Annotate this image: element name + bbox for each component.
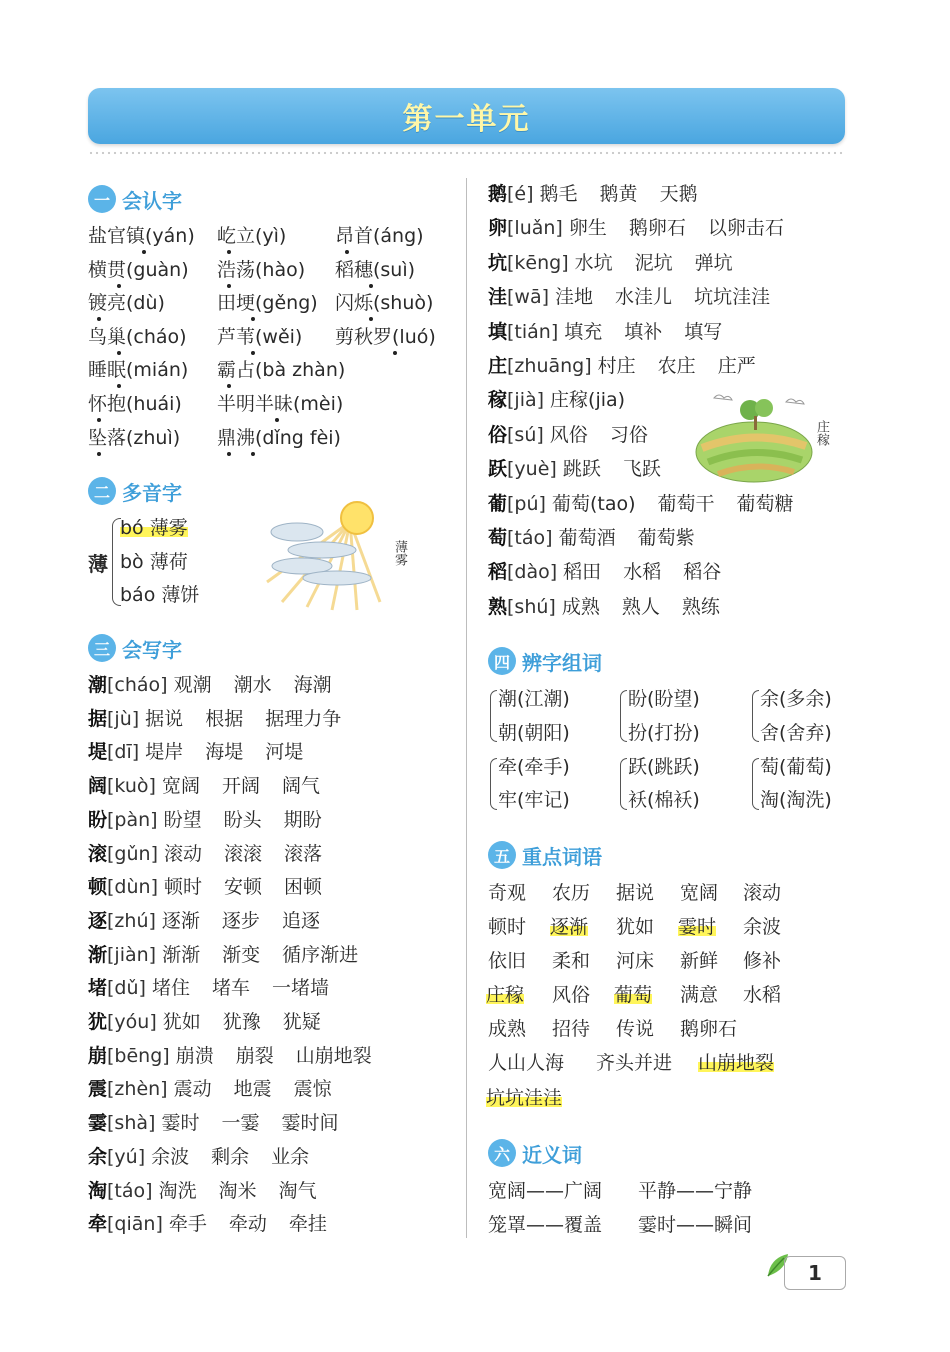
entry-word: 稻田	[563, 561, 602, 584]
entry-word: 弹坑	[694, 251, 733, 274]
emphasis-dot	[275, 418, 279, 422]
entry-word: 水洼儿	[615, 286, 673, 309]
entry-word: 地震	[233, 1078, 272, 1101]
emphasis-dot	[369, 317, 373, 321]
recognize-item: 鸟巢(cháo)	[88, 326, 187, 348]
entry-char: 牵	[88, 1213, 108, 1236]
distinguish-item: 跃(跳跃)	[628, 756, 700, 778]
key-word: 修补	[743, 950, 782, 972]
mist-image-label: 薄雾	[392, 540, 407, 566]
write-entry	[88, 739, 325, 765]
entry-word: 渐变	[222, 943, 261, 966]
mist-sun-illustration	[262, 492, 392, 612]
entry-word: 庄严	[717, 355, 756, 377]
entry-word: 阔气	[281, 775, 320, 798]
entry-pinyin: [dùn]	[107, 876, 158, 899]
distinguish-item: 牵(牵手)	[498, 756, 570, 778]
write-entry	[88, 1178, 339, 1204]
entry-char: 阔	[88, 775, 108, 798]
recognize-item: 怀抱(huái)	[88, 393, 182, 415]
entry-pinyin: [shà]	[107, 1112, 156, 1135]
entry-word: 堵住	[151, 977, 190, 1000]
distinguish-item: 牢(牢记)	[498, 789, 570, 811]
entry-word: 观潮	[173, 674, 212, 696]
write-entry	[88, 672, 354, 698]
recognize-item: 浩荡(hào)	[217, 259, 306, 281]
entry-word: 业余	[271, 1145, 310, 1168]
recognize-item: 闪烁(shuò)	[335, 292, 434, 314]
recognize-item: 盐官镇(yán)	[88, 225, 195, 247]
key-word: 据说	[616, 882, 655, 904]
entry-word: 震动	[173, 1078, 212, 1101]
write-entry	[488, 319, 744, 345]
entry-word: 填写	[684, 320, 723, 343]
entry-word: 淘米	[218, 1179, 257, 1202]
entry-word: 村庄	[597, 355, 636, 377]
write-entry	[488, 353, 778, 379]
entry-char: 洼	[488, 286, 508, 309]
key-word: 山崩地裂	[698, 1052, 775, 1074]
emphasis-dot	[227, 384, 231, 388]
entry-word: 葡萄干	[657, 492, 715, 515]
emphasis-dot	[227, 452, 231, 456]
polyphone-reading: bó 薄雾	[120, 517, 188, 539]
entry-word: 海潮	[293, 674, 332, 696]
entry-word: 葡萄糖	[736, 492, 794, 515]
entry-pinyin: [bēng]	[107, 1044, 170, 1067]
brace	[752, 758, 759, 810]
entry-word: 追逐	[281, 909, 320, 932]
entry-pinyin: [pàn]	[107, 808, 158, 831]
entry-pinyin: [yóu]	[107, 1011, 157, 1033]
section-header-polyphone	[88, 476, 182, 506]
key-word: 宽阔	[680, 882, 719, 904]
entry-char: 鹅	[488, 183, 508, 205]
recognize-item: 坠落(zhuì)	[88, 427, 181, 449]
emphasis-dot	[117, 384, 121, 388]
emphasis-dot	[117, 351, 121, 355]
write-entry	[88, 874, 344, 900]
section-number: 五	[488, 841, 516, 869]
entry-char: 庄	[488, 355, 508, 377]
section-number: 三	[88, 634, 116, 662]
write-entry	[88, 807, 344, 833]
entry-word: 霎时间	[281, 1112, 339, 1135]
farmland-illustration	[694, 388, 814, 488]
emphasis-dot	[227, 284, 231, 288]
entry-word: 泥坑	[634, 251, 673, 274]
entry-word: 以卵击石	[707, 217, 784, 240]
entry-char: 跃	[488, 458, 508, 481]
distinguish-item: 舍(舍弃)	[760, 722, 832, 744]
distinguish-item: 余(多余)	[760, 688, 832, 710]
write-entry	[488, 181, 720, 207]
section-header-synonyms	[488, 1138, 582, 1168]
entry-char: 俗	[488, 423, 508, 446]
key-word: 风俗	[552, 984, 591, 1006]
entry-char: 崩	[88, 1044, 108, 1067]
entry-word: 卵生	[568, 217, 607, 240]
entry-word: 滚落	[284, 842, 323, 865]
section-number: 二	[88, 477, 116, 505]
entry-word: 潮水	[233, 674, 272, 696]
entry-pinyin: [é]	[507, 183, 534, 205]
entry-pinyin: [tián]	[507, 320, 559, 343]
entry-char: 稻	[488, 561, 508, 584]
brace	[490, 690, 497, 742]
entry-pinyin: [kēng]	[507, 251, 569, 274]
write-entry	[488, 422, 670, 448]
entry-char: 潮	[88, 674, 108, 696]
entry-char: 盼	[88, 808, 108, 831]
entry-word: 一堵墙	[271, 977, 329, 1000]
entry-word: 葡萄紫	[637, 527, 695, 549]
entry-word: 河堤	[265, 741, 304, 764]
section-title: 辨字组词	[522, 650, 602, 675]
write-entry	[88, 773, 342, 799]
recognize-item: 田埂(gěng)	[217, 292, 318, 314]
key-word: 满意	[680, 984, 719, 1006]
distinguish-item: 潮(江潮)	[498, 688, 570, 710]
write-entry	[88, 1009, 343, 1035]
entry-word: 据理力争	[265, 707, 342, 730]
emphasis-dot	[117, 284, 121, 288]
entry-char: 葡	[488, 492, 508, 515]
entry-char: 据	[88, 707, 108, 730]
entry-char: 填	[488, 320, 508, 343]
emphasis-dot	[345, 250, 349, 254]
entry-word: 熟练	[681, 595, 720, 618]
recognize-item: 睡眠(mián)	[88, 359, 189, 381]
entry-pinyin: [wā]	[507, 286, 550, 309]
entry-char: 逐	[88, 909, 108, 932]
entry-word: 崩裂	[235, 1044, 274, 1067]
entry-char: 堵	[88, 977, 108, 1000]
entry-char: 熟	[488, 595, 508, 618]
write-entry	[88, 1211, 349, 1237]
entry-word: 淘气	[278, 1179, 317, 1202]
entry-word: 渐渐	[162, 943, 201, 966]
write-entry	[88, 942, 380, 968]
entry-pinyin: [táo]	[507, 527, 553, 549]
entry-word: 天鹅	[659, 183, 698, 205]
entry-pinyin: [yú]	[107, 1145, 146, 1168]
entry-word: 循序渐进	[282, 943, 359, 966]
recognize-item: 稻穗(suì)	[335, 259, 416, 281]
section-number: 六	[488, 1139, 516, 1167]
key-word: 成熟	[488, 1018, 527, 1040]
write-entry	[88, 908, 342, 934]
entry-char: 坑	[488, 251, 508, 274]
write-entry	[488, 387, 647, 413]
entry-word: 据说	[145, 707, 184, 730]
entry-char: 堤	[88, 741, 108, 764]
entry-pinyin: [cháo]	[107, 674, 168, 696]
key-word: 庄稼	[486, 984, 525, 1006]
key-word: 新鲜	[680, 950, 719, 972]
write-entry	[488, 250, 755, 276]
distinguish-item: 朝(朝阳)	[498, 722, 570, 744]
entry-pinyin: [pú]	[507, 492, 546, 515]
write-entry	[88, 1110, 360, 1136]
entry-word: 堵车	[211, 977, 250, 1000]
emphasis-dot	[393, 351, 397, 355]
entry-word: 剩余	[211, 1145, 250, 1168]
entry-pinyin: [jià]	[507, 389, 545, 412]
synonym-pair: 平静——宁静	[638, 1180, 753, 1202]
entry-word: 水坑	[574, 251, 613, 274]
entry-char: 霎	[88, 1112, 108, 1135]
write-entry	[488, 456, 683, 482]
write-entry	[488, 284, 792, 310]
section-title: 重点词语	[522, 844, 602, 869]
section-header-write	[88, 633, 182, 663]
entry-word: 根据	[205, 707, 244, 730]
recognize-item: 昂首(áng)	[335, 225, 424, 247]
entry-word: 洼地	[555, 286, 594, 309]
section-title: 近义词	[522, 1142, 582, 1167]
write-entry	[88, 706, 363, 732]
recognize-item: 半明半昧(mèi)	[217, 393, 344, 415]
key-word: 柔和	[552, 950, 591, 972]
entry-word: 庄稼(jia)	[550, 389, 626, 412]
key-word: 逐渐	[550, 916, 589, 938]
entry-word: 熟人	[621, 595, 660, 618]
dotted-separator	[88, 150, 845, 156]
key-word: 招待	[552, 1018, 591, 1040]
emphasis-dot	[97, 418, 101, 422]
key-word: 奇观	[488, 882, 527, 904]
entry-word: 鹅黄	[599, 183, 638, 205]
key-word: 农历	[552, 882, 591, 904]
entry-word: 飞跃	[622, 458, 661, 481]
entry-word: 盼头	[223, 808, 262, 831]
write-entry	[488, 525, 717, 551]
entry-word: 跳跃	[562, 458, 601, 481]
brace	[620, 758, 627, 810]
key-word: 犹如	[616, 916, 655, 938]
entry-char: 震	[88, 1078, 108, 1101]
brace	[752, 690, 759, 742]
entry-word: 填充	[564, 320, 603, 343]
key-word: 余波	[743, 916, 782, 938]
entry-pinyin: [qiān]	[107, 1213, 163, 1236]
write-entry	[88, 1076, 354, 1102]
entry-word: 海堤	[205, 741, 244, 764]
key-word: 坑坑洼洼	[486, 1087, 563, 1109]
emphasis-dot	[227, 250, 231, 254]
section-title: 会认字	[122, 188, 182, 213]
key-word: 传说	[616, 1018, 655, 1040]
entry-pinyin: [dǔ]	[107, 977, 146, 1000]
recognize-item: 霸占(bà zhàn)	[217, 359, 346, 381]
entry-word: 盼望	[163, 808, 202, 831]
polyphone-reading: báo 薄饼	[120, 584, 200, 606]
entry-word: 困顿	[284, 876, 323, 899]
entry-word: 崩溃	[175, 1044, 214, 1067]
entry-pinyin: [zhú]	[107, 909, 156, 932]
emphasis-dot	[97, 452, 101, 456]
entry-char: 淘	[88, 1179, 108, 1202]
entry-word: 山崩地裂	[295, 1044, 372, 1067]
entry-word: 宽阔	[161, 775, 200, 798]
entry-char: 犹	[88, 1011, 108, 1033]
entry-word: 填补	[624, 320, 663, 343]
recognize-item: 镀亮(dù)	[88, 292, 165, 314]
key-word: 顿时	[488, 916, 527, 938]
emphasis-dot	[369, 284, 373, 288]
key-word: 滚动	[743, 882, 782, 904]
entry-char: 渐	[88, 943, 108, 966]
brace	[620, 690, 627, 742]
key-word: 齐头并进	[596, 1052, 673, 1074]
key-word: 水稻	[743, 984, 782, 1006]
key-word: 河床	[616, 950, 655, 972]
entry-word: 农庄	[657, 355, 696, 377]
entry-word: 习俗	[609, 423, 648, 446]
entry-word: 余波	[151, 1145, 190, 1168]
entry-word: 滚动	[164, 842, 203, 865]
entry-word: 犹疑	[282, 1011, 321, 1033]
entry-word: 风俗	[549, 423, 588, 446]
entry-word: 安顿	[224, 876, 263, 899]
write-entry	[488, 491, 816, 517]
entry-pinyin: [táo]	[107, 1179, 153, 1202]
emphasis-dot	[142, 250, 146, 254]
entry-char: 稼	[488, 389, 508, 412]
section-title: 多音字	[122, 480, 182, 505]
emphasis-dot	[251, 351, 255, 355]
entry-word: 葡萄酒	[558, 527, 616, 549]
entry-pinyin: [yuè]	[507, 458, 557, 481]
entry-pinyin: [gǔn]	[107, 842, 158, 865]
section-title: 会写字	[122, 637, 182, 662]
entry-word: 震惊	[293, 1078, 332, 1101]
distinguish-item: 袄(棉袄)	[628, 789, 700, 811]
write-entry	[88, 841, 344, 867]
entry-pinyin: [dào]	[507, 561, 558, 584]
entry-word: 堤岸	[145, 741, 184, 764]
entry-char: 滚	[88, 842, 108, 865]
entry-char: 顿	[88, 876, 108, 899]
unit-title-banner	[88, 88, 845, 144]
section-header-key-words	[488, 840, 602, 870]
entry-char: 余	[88, 1145, 108, 1168]
key-word: 鹅卵石	[680, 1018, 738, 1040]
distinguish-item: 萄(葡萄)	[760, 756, 832, 778]
synonym-pair: 笼罩——覆盖	[488, 1214, 603, 1236]
entry-pinyin: [jù]	[107, 707, 140, 730]
entry-pinyin: [shú]	[507, 595, 556, 618]
entry-word: 牵动	[228, 1213, 267, 1236]
polyphone-char: 薄	[88, 552, 108, 576]
entry-pinyin: [sú]	[507, 423, 544, 446]
section-number: 一	[88, 185, 116, 213]
emphasis-dot	[251, 317, 255, 321]
entry-word: 开阔	[221, 775, 260, 798]
entry-word: 坑坑洼洼	[694, 286, 771, 309]
write-entry	[88, 1043, 394, 1069]
distinguish-item: 盼(盼望)	[628, 688, 700, 710]
entry-word: 稻谷	[683, 561, 722, 584]
key-word: 依旧	[488, 950, 527, 972]
brace	[490, 758, 497, 810]
entry-pinyin: [luǎn]	[507, 217, 563, 240]
entry-word: 霎时	[161, 1112, 200, 1135]
recognize-item: 屹立(yì)	[217, 225, 287, 247]
entry-word: 葡萄(tao)	[551, 492, 636, 515]
recognize-item: 芦苇(wěi)	[217, 326, 303, 348]
entry-word: 犹豫	[222, 1011, 261, 1033]
write-entry	[488, 559, 743, 585]
entry-word: 鹅卵石	[628, 217, 686, 240]
synonym-pair: 宽阔——广阔	[488, 1180, 603, 1202]
write-entry	[88, 1144, 331, 1170]
distinguish-item: 淘(淘洗)	[760, 789, 832, 811]
write-entry	[488, 215, 806, 241]
recognize-item: 剪秋罗(luó)	[335, 326, 436, 348]
key-word: 葡萄	[614, 984, 653, 1006]
entry-pinyin: [dī]	[107, 741, 140, 764]
write-entry	[488, 594, 742, 620]
recognize-item: 鼎沸(dǐng fèi)	[217, 427, 341, 449]
page-number: 1	[808, 1261, 822, 1285]
entry-word: 滚滚	[224, 842, 263, 865]
recognize-item: 横贯(guàn)	[88, 259, 189, 281]
entry-char: 萄	[488, 527, 508, 549]
entry-word: 逐步	[221, 909, 260, 932]
section-header-distinguish	[488, 646, 602, 676]
entry-word: 成熟	[561, 595, 600, 618]
key-word: 人山人海	[488, 1052, 565, 1074]
page-number-box	[784, 1256, 846, 1290]
emphasis-dot	[97, 317, 101, 321]
distinguish-item: 扮(打扮)	[628, 722, 700, 744]
key-word: 霎时	[678, 916, 717, 938]
entry-pinyin: [jiàn]	[107, 943, 157, 966]
entry-word: 一霎	[221, 1112, 260, 1135]
entry-word: 逐渐	[161, 909, 200, 932]
entry-pinyin: [zhuāng]	[507, 355, 592, 377]
entry-word: 水稻	[623, 561, 662, 584]
farmland-image-label: 庄稼	[814, 420, 829, 446]
entry-char: 卵	[488, 217, 508, 240]
section-header-recognize	[88, 184, 182, 214]
entry-word: 犹如	[162, 1011, 201, 1033]
entry-word: 淘洗	[158, 1179, 197, 1202]
section-number: 四	[488, 647, 516, 675]
entry-word: 牵挂	[288, 1213, 327, 1236]
synonym-pair: 霎时——瞬间	[638, 1214, 753, 1236]
entry-word: 鹅毛	[539, 183, 578, 205]
emphasis-dot	[251, 452, 255, 456]
unit-title: 第一单元	[402, 102, 531, 137]
write-entry	[88, 975, 351, 1001]
entry-pinyin: [kuò]	[107, 775, 156, 798]
polyphone-reading: bò 薄荷	[120, 551, 188, 573]
entry-word: 期盼	[283, 808, 322, 831]
column-divider	[466, 178, 467, 1238]
entry-word: 顿时	[164, 876, 203, 899]
entry-pinyin: [zhèn]	[107, 1078, 168, 1101]
entry-word: 牵手	[168, 1213, 207, 1236]
